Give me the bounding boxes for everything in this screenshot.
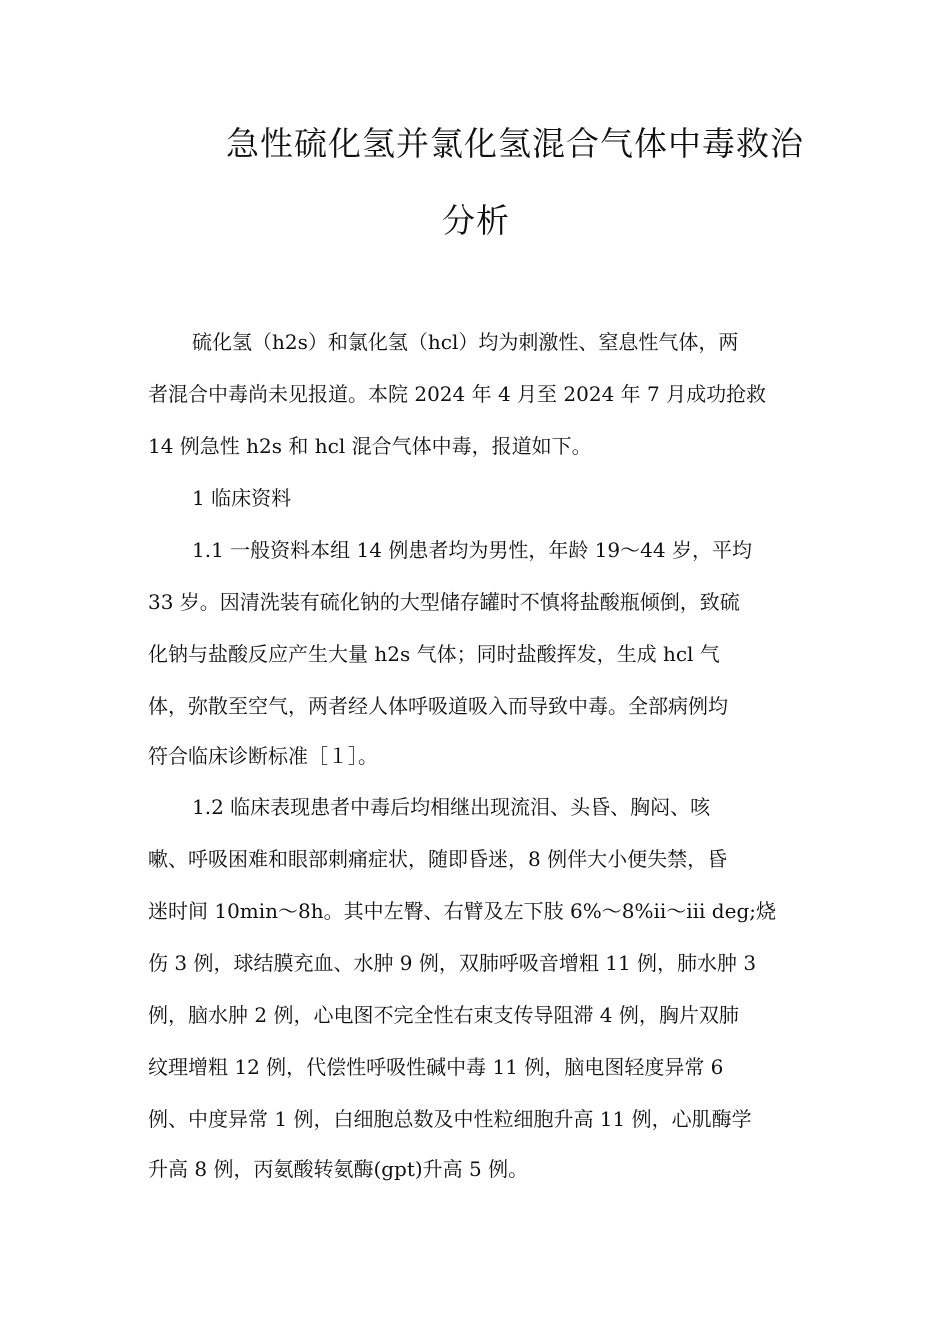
clinical-signs-paragraph-line-4: 伤 3 例，球结膜充血、水肿 9 例，双肺呼吸音增粗 11 例，肺水肿 3 xyxy=(148,951,757,975)
clinical-signs-paragraph-line-2: 嗽、呼吸困难和眼部刺痛症状，随即昏迷，8 例伴大小便失禁，昏 xyxy=(148,847,728,871)
general-info-paragraph-line-3: 化钠与盐酸反应产生大量 h2s 气体；同时盐酸挥发，生成 hcl 气 xyxy=(148,642,720,666)
clinical-signs-paragraph-line-1: 1.2 临床表现患者中毒后均相继出现流泪、头昏、胸闷、咳 xyxy=(192,795,711,819)
general-info-paragraph-line-2: 33 岁。因清洗装有硫化钠的大型储存罐时不慎将盐酸瓶倾倒，致硫 xyxy=(148,590,740,614)
clinical-signs-paragraph-line-7: 例、中度异常 1 例，白细胞总数及中性粒细胞升高 11 例，心肌酶学 xyxy=(148,1107,752,1131)
intro-paragraph-line-3: 14 例急性 h2s 和 hcl 混合气体中毒，报道如下。 xyxy=(148,434,592,458)
general-info-paragraph-line-5: 符合临床诊断标准［１］。 xyxy=(148,744,378,768)
intro-paragraph-line-1: 硫化氢（h2s）和氯化氢（hcl）均为刺激性、窒息性气体，两 xyxy=(192,330,739,354)
general-info-paragraph-line-1: 1.1 一般资料本组 14 例患者均为男性，年龄 19～44 岁，平均 xyxy=(192,538,752,562)
intro-paragraph-line-2: 者混合中毒尚未见报道。本院 2024 年 4 月至 2024 年 7 月成功抢救 xyxy=(148,382,767,406)
clinical-signs-paragraph-line-8: 升高 8 例，丙氨酸转氨酶(gpt)升高 5 例。 xyxy=(148,1157,529,1181)
section-heading-clinical-data: 1 临床资料 xyxy=(192,486,292,510)
document-title-line-1: 急性硫化氢并氯化氢混合气体中毒救治 xyxy=(226,124,804,163)
clinical-signs-paragraph-line-6: 纹理增粗 12 例，代偿性呼吸性碱中毒 11 例，脑电图轻度异常 6 xyxy=(148,1055,724,1079)
clinical-signs-paragraph-line-3: 迷时间 10min～8h。其中左臀、右臂及左下肢 6%～8%ii～iii deg;烧 xyxy=(148,899,776,923)
clinical-signs-paragraph-line-5: 例，脑水肿 2 例，心电图不完全性右束支传导阻滞 4 例，胸片双肺 xyxy=(148,1003,739,1027)
document-title-line-2: 分析 xyxy=(442,201,510,240)
general-info-paragraph-line-4: 体，弥散至空气，两者经人体呼吸道吸入而导致中毒。全部病例均 xyxy=(148,694,728,718)
